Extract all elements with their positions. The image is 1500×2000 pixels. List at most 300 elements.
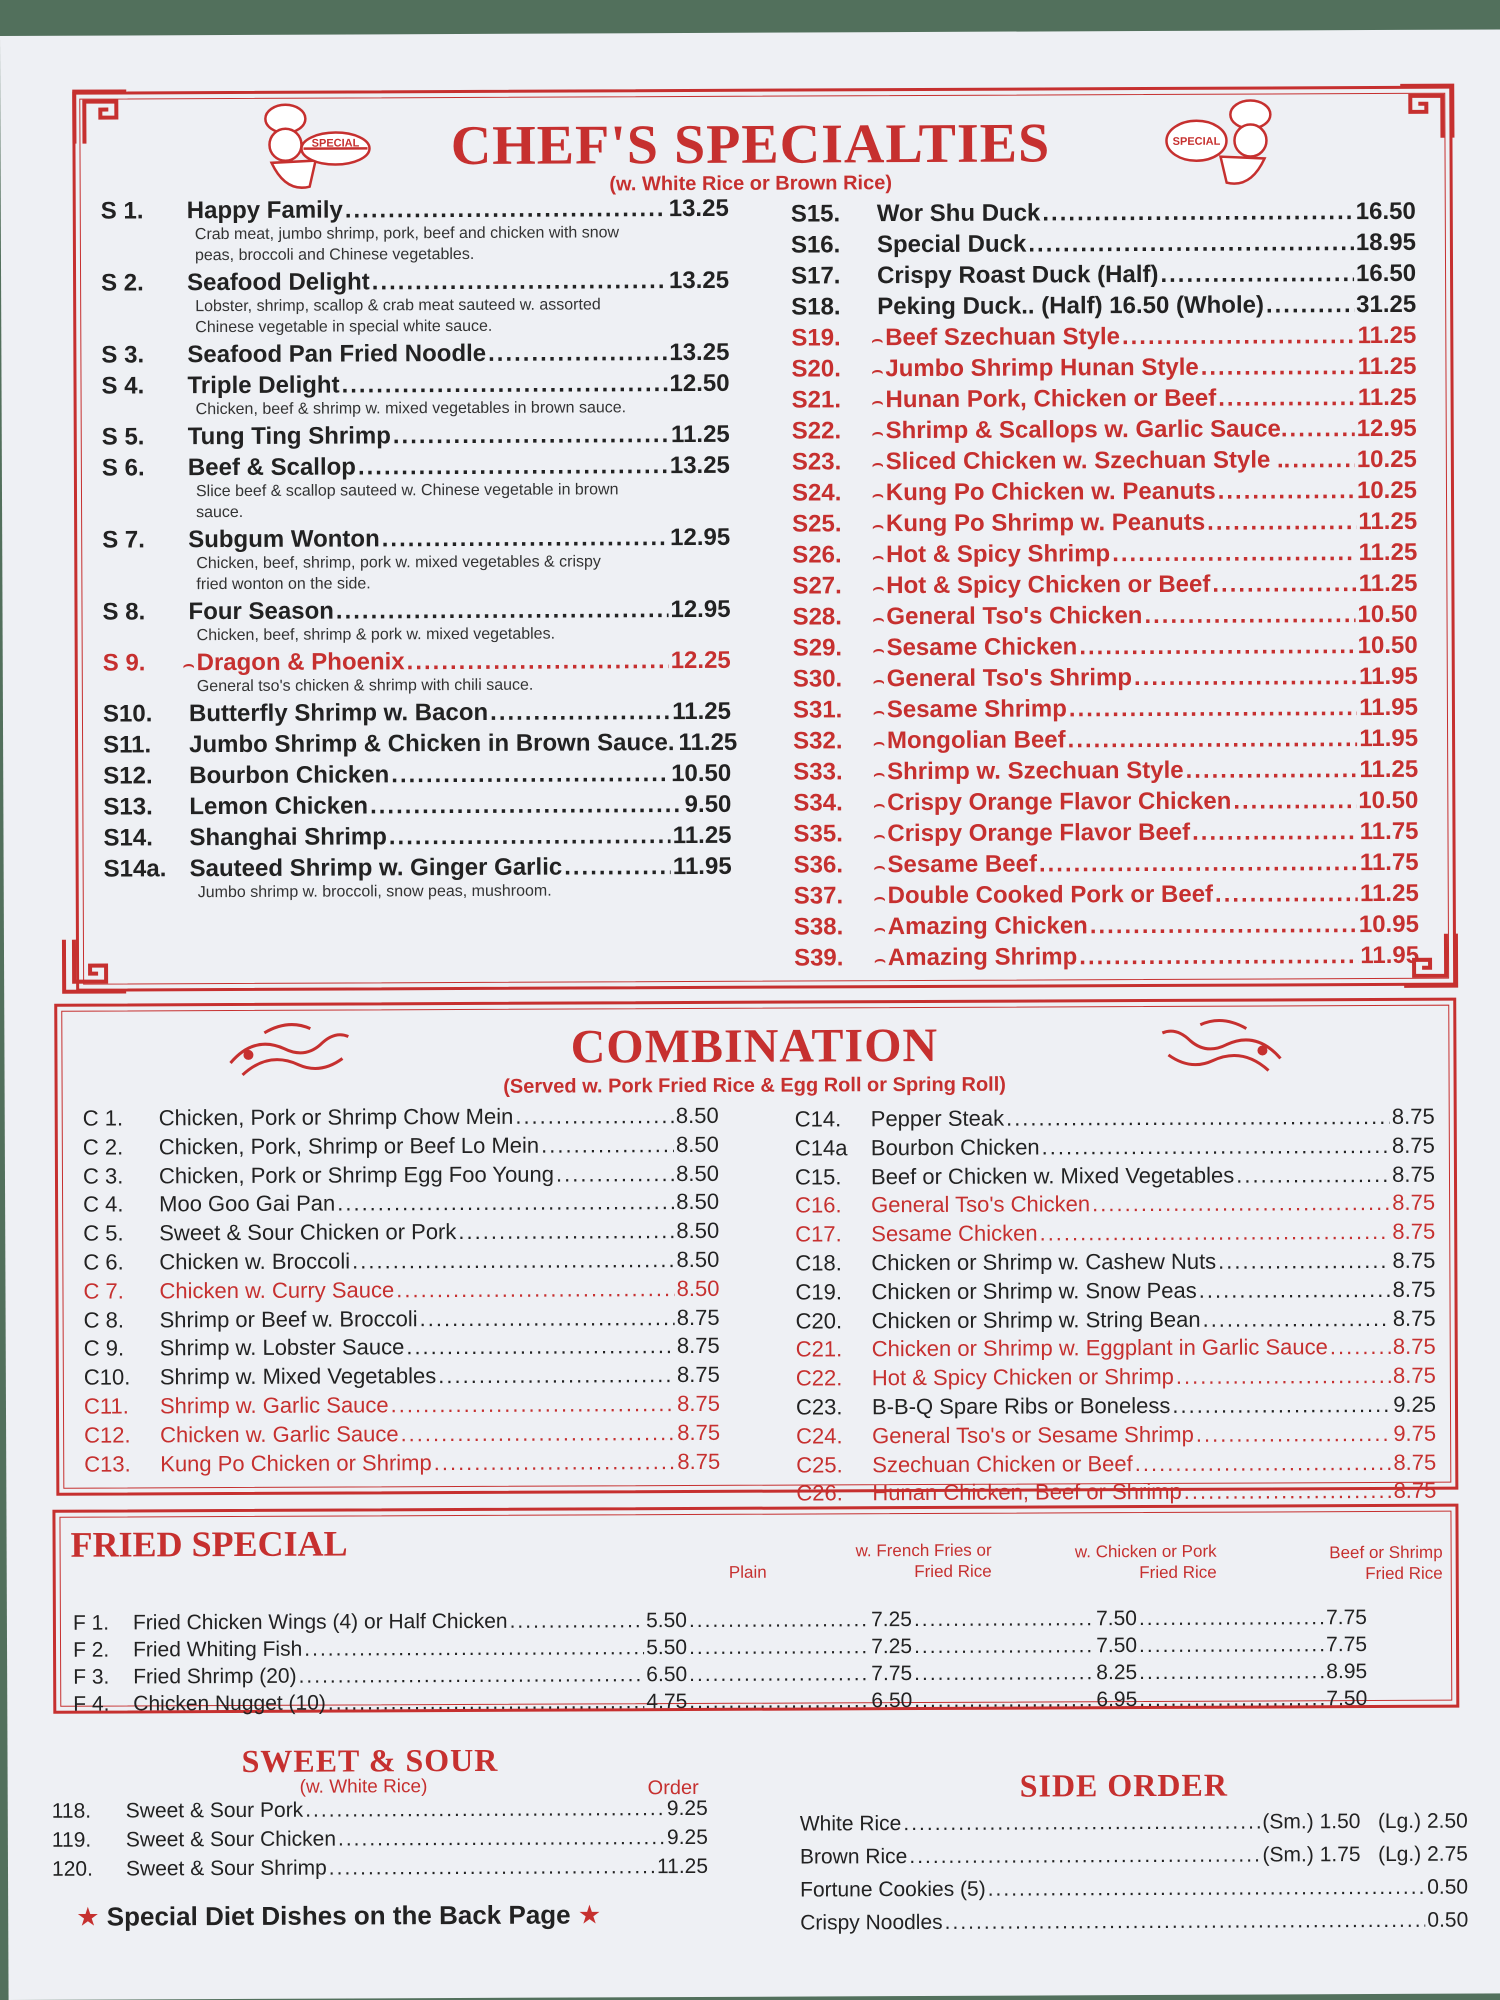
menu-item <box>793 694 1418 727</box>
dot-leader <box>1236 1162 1390 1189</box>
dot-leader <box>1144 601 1355 630</box>
dot-leader <box>1042 198 1353 227</box>
item-price: 11.25 <box>1358 538 1418 567</box>
fried-price-cell <box>912 1688 1137 1713</box>
dot-leader <box>370 791 683 820</box>
item-name: Hunan Chicken, Beef or Shrimp <box>872 1479 1182 1506</box>
dot-leader <box>914 1607 1094 1632</box>
menu-item-row <box>793 818 1418 851</box>
item-price: 8.50 <box>675 1102 719 1129</box>
item-name: Shrimp w. Mixed Vegetables <box>159 1363 437 1390</box>
menu-item-row <box>103 728 738 762</box>
item-price: 13.25 <box>668 266 730 295</box>
combination-left-column <box>83 1103 721 1480</box>
menu-item <box>102 596 730 646</box>
menu-item <box>102 524 730 595</box>
combination-title: COMBINATION <box>570 1018 939 1074</box>
dot-leader <box>488 339 667 368</box>
menu-item-row <box>103 647 731 680</box>
item-code: S15. <box>790 200 841 228</box>
combo-item <box>83 1160 719 1192</box>
menu-item-row <box>101 339 729 372</box>
item-code: S29. <box>792 634 843 662</box>
item-name: Sesame Chicken <box>871 1220 1038 1247</box>
item-price: 11.95 <box>672 852 732 881</box>
dot-leader <box>329 1855 655 1880</box>
fried-item-label <box>73 1636 687 1663</box>
item-code: 120. <box>51 1857 93 1881</box>
item-price: 11.25 <box>672 697 732 726</box>
dot-leader <box>1212 570 1356 599</box>
item-code: S21. <box>791 386 842 414</box>
side-order-list <box>800 1810 1469 1945</box>
dot-leader <box>338 1826 665 1851</box>
item-code: C21. <box>795 1336 843 1362</box>
item-price: 12.95 <box>670 595 731 624</box>
item-name: General Tso's Chicken <box>886 602 1143 631</box>
dot-leader <box>541 1132 674 1159</box>
item-name: Crispy Roast Duck (Half) <box>876 260 1159 290</box>
dot-leader <box>1186 756 1358 785</box>
item-code: S12. <box>103 762 153 790</box>
hot-pepper-icon: ⌢ <box>872 701 885 722</box>
dot-leader <box>372 267 667 296</box>
dot-leader <box>420 1305 675 1332</box>
hot-pepper-icon: ⌢ <box>873 949 886 970</box>
dot-leader <box>515 1103 674 1130</box>
item-description: General tso's chicken & shrimp with chili sauce. <box>196 676 534 696</box>
fried-price-cell <box>912 1607 1137 1632</box>
dot-leader <box>393 421 669 450</box>
item-price: 8.75 <box>1392 1276 1436 1302</box>
menu-item-row <box>793 694 1418 727</box>
item-code: C24. <box>796 1423 843 1449</box>
fried-price-cell <box>1137 1687 1367 1712</box>
item-code: S34. <box>793 789 843 817</box>
hot-pepper-icon: ⌢ <box>873 887 886 908</box>
item-code: C 2. <box>82 1134 124 1160</box>
dot-leader <box>1079 632 1355 661</box>
item-code: C14. <box>794 1106 842 1132</box>
item-code: C 9. <box>83 1335 125 1362</box>
menu-item-row <box>793 787 1418 820</box>
item-name: Sauteed Shrimp w. Ginger Garlic <box>189 853 563 883</box>
dot-leader <box>1218 477 1355 506</box>
item-name: Fried Whiting Fish <box>132 1637 303 1662</box>
item-price: 10.25 <box>1356 476 1418 505</box>
item-code: S10. <box>102 700 153 728</box>
sweet-sour-item <box>52 1826 708 1858</box>
menu-item <box>103 822 731 855</box>
item-description: Slice beef & scallop sauteed w. Chinese vegetable in brown <box>195 481 619 501</box>
dot-leader <box>689 1662 869 1687</box>
menu-item-row <box>791 291 1416 324</box>
menu-item <box>101 370 729 420</box>
item-code: S14a. <box>103 855 167 883</box>
item-code: C 6. <box>83 1249 124 1275</box>
dot-leader <box>305 1797 665 1823</box>
menu-item-row <box>791 353 1416 386</box>
dot-leader <box>434 1449 676 1476</box>
item-name: General Tso's Shrimp <box>886 664 1133 693</box>
item-code: S 7. <box>102 526 145 554</box>
dot-leader <box>1172 1392 1391 1419</box>
dot-leader <box>299 1663 645 1689</box>
item-name: Tung Ting Shrimp <box>187 422 391 451</box>
item-price: 11.25 <box>1357 383 1417 412</box>
hot-pepper-icon: ⌢ <box>871 329 884 350</box>
item-code: S 5. <box>101 423 145 451</box>
item-name: Amazing Chicken <box>887 912 1088 941</box>
dot-leader <box>1289 415 1354 443</box>
menu-item <box>791 291 1416 324</box>
menu-item <box>103 760 731 793</box>
item-code: S24. <box>791 479 842 507</box>
dot-leader <box>509 1609 644 1634</box>
item-price: 7.75 <box>1326 1633 1368 1657</box>
menu-item <box>791 229 1416 262</box>
dot-leader <box>1039 1219 1390 1247</box>
item-code: F 1. <box>72 1611 110 1635</box>
item-price: 7.50 <box>1326 1687 1368 1711</box>
item-code: S39. <box>793 944 844 972</box>
dot-leader <box>382 524 669 553</box>
chefs-specialties-right-column <box>791 198 1419 976</box>
item-description: Crab meat, jumbo shrimp, pork, beef and chicken with snow <box>194 224 620 244</box>
menu-item <box>792 570 1417 603</box>
item-description: peas, broccoli and Chinese vegetables. <box>194 245 475 265</box>
svg-text:SPECIAL: SPECIAL <box>311 137 360 150</box>
hot-pepper-icon: ⌢ <box>872 577 885 598</box>
menu-item <box>792 446 1417 479</box>
sweet-sour-item <box>52 1797 708 1829</box>
item-name: Triple Delight <box>187 371 340 400</box>
item-code: C26. <box>796 1480 843 1506</box>
item-price: 8.25 <box>1096 1661 1138 1685</box>
item-code: S 8. <box>102 598 146 626</box>
menu-item <box>794 911 1419 944</box>
item-price: 11.95 <box>1359 662 1418 691</box>
item-name: Sesame Shrimp <box>886 695 1067 724</box>
item-price: 11.25 <box>1357 321 1417 350</box>
dot-leader <box>1006 1104 1390 1132</box>
dot-leader <box>1139 1687 1324 1712</box>
dot-leader <box>1218 384 1356 413</box>
item-name: Hot & Spicy Chicken or Beef <box>886 570 1211 600</box>
item-price: 10.95 <box>1358 910 1419 939</box>
item-price: 8.75 <box>1392 1247 1436 1273</box>
menu-page <box>0 29 1500 2000</box>
dot-leader <box>1069 694 1357 723</box>
item-price: 7.75 <box>871 1662 913 1686</box>
item-code: C11. <box>83 1393 129 1419</box>
item-price: 8.75 <box>677 1419 721 1445</box>
item-name: Happy Family <box>186 196 343 225</box>
menu-item <box>793 756 1418 789</box>
item-price: 16.50 <box>1355 197 1416 226</box>
item-price: 12.95 <box>1356 414 1417 443</box>
menu-item-row <box>794 849 1419 882</box>
item-name: Crispy Noodles <box>800 1910 943 1935</box>
menu-item-row <box>104 853 732 886</box>
combo-item <box>84 1304 720 1336</box>
sweet-sour-item <box>52 1855 708 1887</box>
item-name: Mongolian Beef <box>886 726 1066 755</box>
item-price: 8.75 <box>676 1304 720 1330</box>
item-name: Jumbo Shrimp & Chicken in Brown Sauce. <box>189 729 675 759</box>
item-price: 8.75 <box>1393 1478 1437 1504</box>
item-price: 8.75 <box>1391 1132 1435 1158</box>
dot-leader <box>337 1189 674 1216</box>
dot-leader <box>1042 1133 1391 1161</box>
menu-item <box>101 195 729 266</box>
item-name: Kung Po Chicken or Shrimp <box>160 1449 432 1476</box>
item-price: 11.95 <box>1359 724 1419 753</box>
item-price: 6.50 <box>646 1663 688 1687</box>
menu-item <box>102 452 730 523</box>
item-name: Sweet & Sour Pork <box>125 1798 304 1823</box>
item-price: 9.50 <box>684 790 732 819</box>
item-name: Crispy Orange Flavor Chicken <box>887 787 1232 817</box>
dot-leader <box>1207 508 1356 537</box>
dot-leader <box>945 1909 1426 1935</box>
dot-leader <box>1122 322 1356 351</box>
corner-ornament-bottom-left <box>60 935 130 995</box>
item-price: 8.50 <box>676 1160 720 1186</box>
menu-item-row <box>792 539 1417 572</box>
combo-item <box>83 1132 719 1164</box>
menu-item-row <box>792 446 1417 479</box>
item-code: S32. <box>793 727 843 755</box>
combo-item <box>83 1189 719 1221</box>
item-price: 0.50 <box>1427 1875 1469 1899</box>
item-name: Kung Po Chicken w. Peanuts <box>885 477 1216 507</box>
item-code: C 1. <box>82 1105 124 1131</box>
dot-leader <box>391 760 669 789</box>
combo-item <box>796 1421 1436 1453</box>
menu-item <box>102 421 730 454</box>
item-price: 12.25 <box>670 646 731 675</box>
hot-pepper-icon: ⌢ <box>873 918 886 939</box>
item-price: 11.25 <box>670 420 730 449</box>
menu-item <box>792 539 1417 572</box>
item-name: Wor Shu Duck <box>876 199 1041 228</box>
dot-leader <box>391 1391 676 1418</box>
item-name: Pepper Steak <box>870 1105 1005 1132</box>
dot-leader <box>1218 1248 1390 1275</box>
item-price: 31.25 <box>1356 290 1417 319</box>
item-price: 8.75 <box>1392 1190 1436 1216</box>
menu-item-row <box>103 791 731 824</box>
menu-item-row <box>792 570 1417 603</box>
item-code: F 2. <box>72 1638 110 1662</box>
sweet-sour-title: SWEET & SOUR <box>241 1741 499 1779</box>
item-code: S 1. <box>100 197 144 225</box>
item-code: S25. <box>792 510 842 538</box>
hot-pepper-icon: ⌢ <box>871 391 884 412</box>
item-description: sauce. <box>196 503 244 522</box>
item-price: 8.75 <box>676 1362 720 1388</box>
dot-leader <box>1201 353 1356 382</box>
item-price: 18.95 <box>1355 228 1416 257</box>
fried-special-list <box>73 1606 1443 1720</box>
fried-header-chicken-pork: w. Chicken or Pork Fried Rice <box>1074 1541 1217 1583</box>
menu-item <box>103 698 731 731</box>
item-code: S27. <box>792 572 842 600</box>
item-price: 9.25 <box>1393 1391 1437 1417</box>
hot-pepper-icon: ⌢ <box>871 453 884 474</box>
dot-leader <box>1068 725 1358 754</box>
dot-leader <box>689 1689 869 1714</box>
item-code: S 4. <box>101 372 145 400</box>
item-name: Beef & Scallop <box>187 453 356 482</box>
star-icon: ★ <box>76 1901 100 1932</box>
dot-leader <box>1215 880 1358 909</box>
dot-leader <box>407 647 669 676</box>
hot-pepper-icon: ⌢ <box>873 856 886 877</box>
item-name: Fried Shrimp (20) <box>133 1664 297 1689</box>
item-name: Sweet & Sour Shrimp <box>125 1856 327 1881</box>
item-price: 8.75 <box>1392 1218 1436 1245</box>
menu-item <box>103 647 731 697</box>
item-description: Lobster, shrimp, scallop & crab meat sauteed w. assorted <box>195 296 601 316</box>
item-price: 10.25 <box>1356 445 1417 474</box>
item-code: S33. <box>793 758 843 786</box>
item-price: 10.50 <box>671 759 732 788</box>
item-price: 16.50 <box>1355 259 1417 288</box>
item-description: Chicken, beef & shrimp w. mixed vegetables in brown sauce. <box>195 399 627 419</box>
menu-item <box>793 632 1418 665</box>
dot-leader <box>406 1333 675 1360</box>
item-name: Hunan Pork, Chicken or Beef <box>885 384 1217 414</box>
menu-item <box>101 267 729 338</box>
dot-leader <box>1112 539 1356 568</box>
dot-leader <box>1090 911 1357 940</box>
dot-leader <box>1330 1334 1391 1360</box>
item-description: Jumbo shrimp w. broccoli, snow peas, mushroom. <box>197 882 552 902</box>
item-price: 5.50 <box>645 1609 687 1633</box>
menu-item-row <box>102 452 730 485</box>
item-name: Chicken, Pork or Shrimp Egg Foo Young <box>158 1161 555 1188</box>
item-name: Seafood Delight <box>187 268 370 297</box>
dot-leader <box>1196 1421 1392 1448</box>
fried-header-plain: Plain <box>728 1562 767 1582</box>
item-price: 7.50 <box>1096 1634 1138 1658</box>
combo-item <box>795 1277 1435 1309</box>
item-name: Chicken w. Garlic Sauce <box>160 1421 399 1448</box>
item-code: C25. <box>796 1451 843 1478</box>
dot-leader <box>1079 942 1358 971</box>
item-price: 13.25 <box>669 451 730 480</box>
item-price: 11.95 <box>1360 941 1420 970</box>
menu-item-row <box>793 725 1418 758</box>
item-code: S28. <box>792 603 842 631</box>
item-price: 13.25 <box>668 194 729 223</box>
item-code: 119. <box>51 1828 92 1852</box>
dot-leader <box>396 1276 675 1303</box>
item-code: S13. <box>103 793 153 821</box>
combo-item <box>795 1133 1435 1165</box>
item-price: 11.25 <box>672 821 732 850</box>
item-code: S14. <box>103 824 153 852</box>
fried-price-cell <box>1137 1633 1367 1658</box>
side-order-item <box>800 1876 1468 1912</box>
hot-pepper-icon: ⌢ <box>872 546 885 567</box>
item-price: 11.25 <box>1358 507 1418 536</box>
menu-item <box>792 508 1417 541</box>
dot-leader <box>1135 1450 1392 1477</box>
item-price: 10.50 <box>1357 631 1418 660</box>
item-price: 10.50 <box>1357 600 1418 629</box>
hot-pepper-icon: ⌢ <box>871 422 884 443</box>
special-diet-note <box>76 1899 601 1932</box>
item-name: Chicken, Pork or Shrimp Chow Mein <box>158 1103 514 1131</box>
dot-leader <box>564 853 671 881</box>
dot-leader <box>490 698 670 727</box>
item-name: Chicken or Shrimp w. String Bean <box>871 1306 1201 1333</box>
hot-pepper-icon: ⌢ <box>873 825 886 846</box>
chefs-specialties-title: CHEF'S SPECIALTIES <box>450 112 1051 178</box>
item-price: 8.75 <box>1392 1305 1436 1331</box>
menu-item <box>794 849 1419 882</box>
hot-pepper-icon: ⌢ <box>873 763 886 784</box>
item-price: 11.25 <box>678 728 738 757</box>
menu-item-row <box>794 942 1419 975</box>
item-name: Peking Duck.. (Half) 16.50 (Whole) <box>877 291 1264 321</box>
item-name: Shrimp & Scallops w. Garlic Sauce. <box>885 415 1288 445</box>
item-name: General Tso's or Sesame Shrimp <box>872 1421 1194 1448</box>
item-code: C10. <box>83 1364 131 1390</box>
menu-item <box>794 942 1419 975</box>
item-price: 10.50 <box>1358 786 1419 815</box>
item-code: S26. <box>792 541 842 569</box>
item-code: S19. <box>791 324 841 352</box>
item-code: C13. <box>84 1451 131 1477</box>
item-price: 11.75 <box>1359 848 1419 877</box>
menu-item <box>104 853 732 903</box>
item-price: 8.75 <box>1392 1334 1436 1360</box>
item-code: S 9. <box>102 649 146 677</box>
menu-item-row <box>791 260 1416 293</box>
item-price: 5.50 <box>646 1636 688 1660</box>
menu-item <box>793 663 1418 696</box>
chefs-specialties-subtitle: (w. White Rice or Brown Rice) <box>609 172 893 196</box>
dot-leader <box>556 1161 674 1188</box>
fried-price-cell <box>687 1635 912 1660</box>
dot-leader <box>1202 1306 1390 1333</box>
dot-leader <box>903 1811 1260 1837</box>
star-icon: ★ <box>577 1899 602 1930</box>
item-name: Lemon Chicken <box>189 792 369 821</box>
sweet-sour-order-label: Order <box>647 1776 699 1800</box>
item-price: 11.25 <box>1358 569 1418 598</box>
dot-leader <box>458 1218 674 1245</box>
item-code: C 4. <box>83 1191 124 1218</box>
menu-item-row <box>101 267 729 300</box>
item-code: C20. <box>795 1307 843 1334</box>
fried-price-cell <box>912 1661 1137 1686</box>
dot-leader <box>304 1636 644 1661</box>
item-code: C16. <box>795 1192 842 1218</box>
dot-leader <box>1134 663 1357 692</box>
combo-item <box>796 1334 1436 1366</box>
dot-leader <box>1139 1633 1324 1658</box>
menu-item <box>791 322 1416 355</box>
hot-pepper-icon: ⌢ <box>182 654 195 675</box>
combo-item <box>795 1219 1435 1251</box>
fried-price-cell <box>687 1608 912 1633</box>
menu-item <box>791 353 1416 386</box>
